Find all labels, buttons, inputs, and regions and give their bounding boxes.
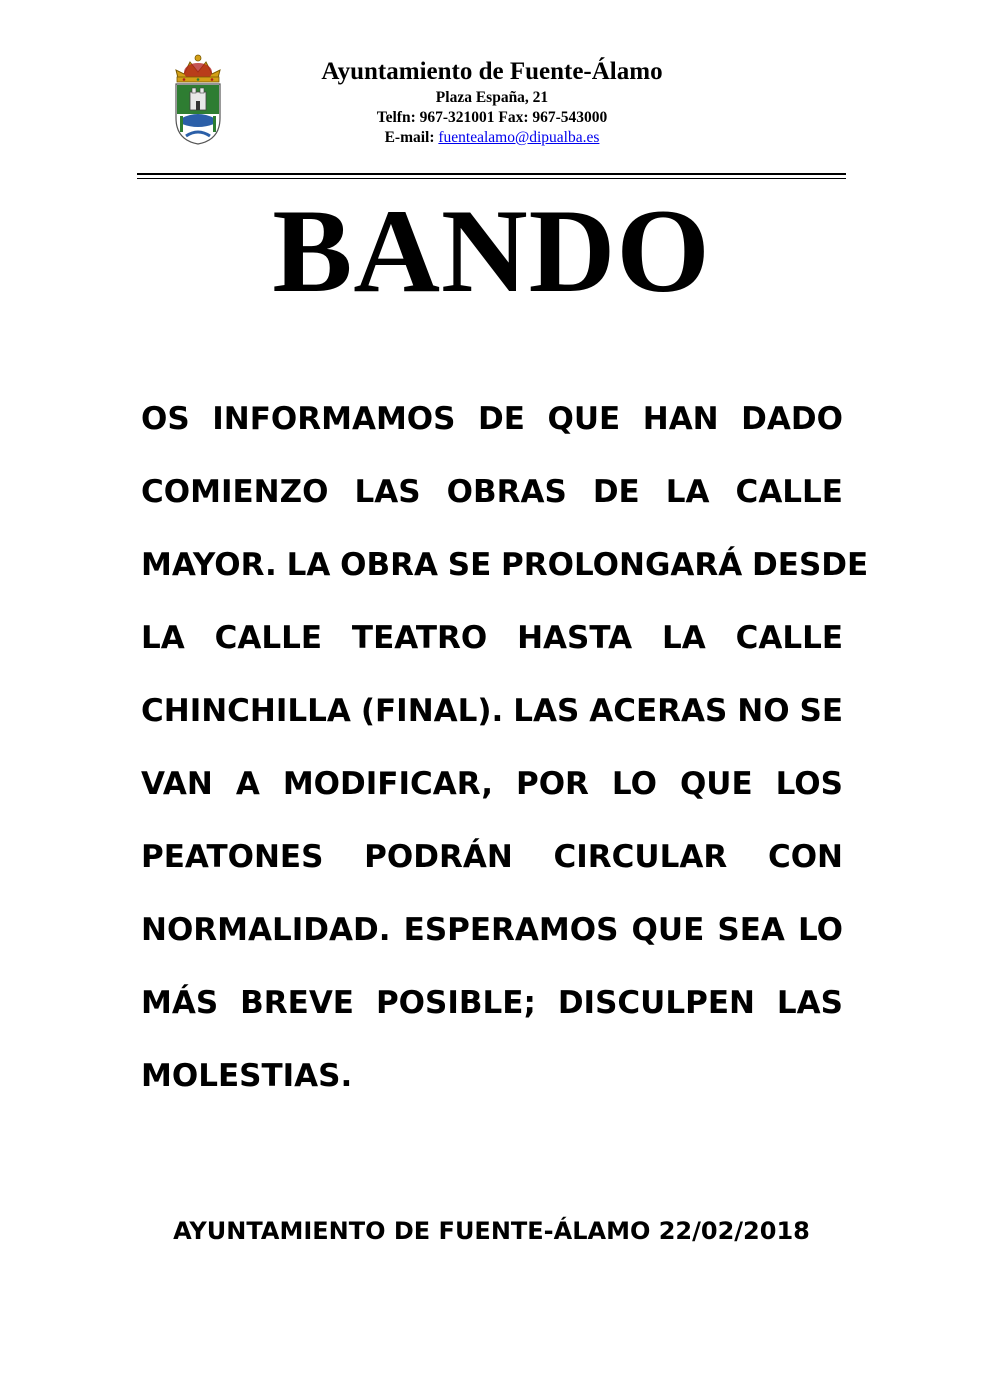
header-divider-top (137, 173, 846, 175)
letterhead-email (245, 128, 739, 148)
notice-line: PEATONES PODRÁN CIRCULAR CON (141, 839, 843, 875)
notice-line: LA CALLE TEATRO HASTA LA CALLE (141, 620, 843, 656)
notice-line: MÁS BREVE POSIBLE; DISCULPEN LAS (141, 985, 843, 1021)
notice-body (141, 383, 869, 1113)
municipal-crest-logo (168, 52, 228, 148)
header-divider-bottom (137, 178, 846, 179)
notice-line: OS INFORMAMOS DE QUE HAN DADO (141, 401, 843, 437)
shield-icon (176, 84, 220, 144)
email-link[interactable]: fuentealamo@dipualba.es (438, 129, 600, 146)
notice-line: VAN A MODIFICAR, POR LO QUE LOS (141, 766, 843, 802)
letterhead-phone-fax: Telfn: 967-321001 Fax: 967-543000 (376, 109, 608, 126)
notice-line: COMIENZO LAS OBRAS DE LA CALLE (141, 474, 843, 510)
signature-line: AYUNTAMIENTO DE FUENTE-ÁLAMO 22/02/2018 (173, 1217, 810, 1245)
page-heading: BANDO (272, 184, 711, 317)
letterhead-title: Ayuntamiento de Fuente-Álamo (321, 58, 663, 85)
letterhead-address: Plaza España, 21 (435, 89, 549, 106)
notice-line: MAYOR. LA OBRA SE PROLONGARÁ DESDE (141, 547, 869, 583)
notice-line: NORMALIDAD. ESPERAMOS QUE SEA LO (141, 912, 843, 948)
crown-icon (176, 55, 220, 82)
email-label: E-mail: (384, 129, 435, 146)
notice-line: CHINCHILLA (FINAL). LAS ACERAS NO SE (141, 693, 843, 729)
notice-line: MOLESTIAS. (141, 1058, 353, 1094)
letterhead (245, 56, 739, 148)
